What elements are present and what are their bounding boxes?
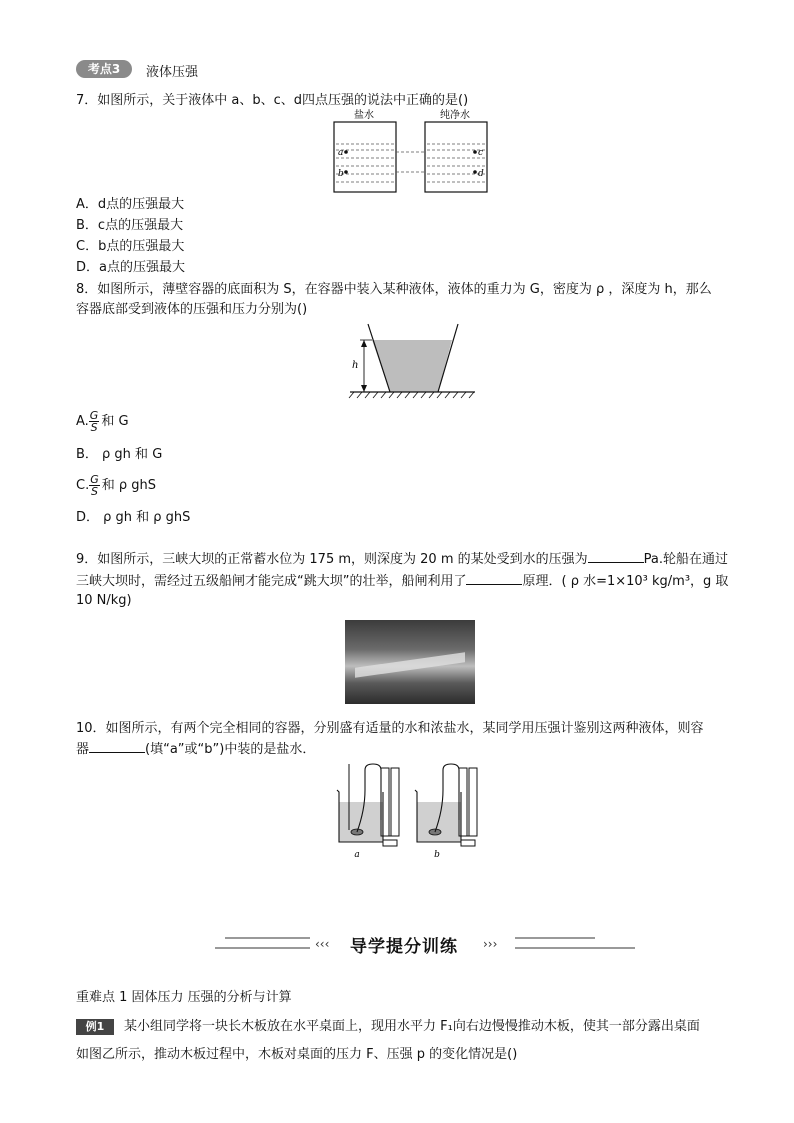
q8-stem-line1: 8．如图所示，薄壁容器的底面积为 S，在容器中装入某种液体，液体的重力为 G，密度为 ρ ，深度为 h，那么 [76,282,712,297]
q8-option-a-rest: 和 G [101,414,129,429]
key-point-title: 重难点 1 固体压力 压强的分析与计算 [76,990,292,1005]
point-c: c [478,148,484,158]
point-b: b [338,169,344,179]
example-tag: 例1 [76,1019,114,1035]
example1-line2: 如图乙所示，推动木板过程中，木板对桌面的压力 F、压强 p 的变化情况是() [76,1047,518,1062]
q10-line2-text: 器 [76,742,90,757]
q9-blank-pressure [588,550,644,563]
q8-option-c [76,474,156,497]
q9-line2-end: 原理．( ρ 水=1×10³ kg/m³，g 取 [522,574,729,589]
q7-figure [330,106,490,198]
point-d: d [478,169,484,179]
point-a: a [338,148,344,158]
q9-line1 [76,550,728,569]
q10-line2-end: (填“a”或“b”)中装的是盐水． [145,742,316,757]
q8-option-d: D． ρ gh 和 ρ ghS [76,510,191,525]
q8-option-c-rest: 和 ρ ghS [101,478,157,493]
q9-blank-principle [466,572,522,585]
svg-text:›››: ››› [483,937,498,951]
q8-option-a-fraction [89,410,100,433]
q7-option-c: C．b点的压强最大 [76,239,185,254]
depth-label: h [352,360,359,371]
q8-option-c-prefix: C. [76,478,90,493]
q8-figure [340,320,480,402]
beaker-a-label: a [354,850,360,860]
q7-stem: 7．如图所示，关于液体中 a、b、c、d四点压强的说法中正确的是() [76,93,469,108]
q10-blank [89,740,145,753]
q8-option-b: B． ρ gh 和 G [76,447,163,462]
q7-option-b: B．c点的压强最大 [76,218,184,233]
q9-line3: 10 N/kg) [76,593,132,608]
q7-option-d: D．a点的压强最大 [76,260,185,275]
q7-option-a: A．d点的压强最大 [76,197,185,212]
q10-figure [335,760,490,860]
fig-label-saltwater: 盐水 [354,110,374,121]
fraction-denominator: S [90,421,98,434]
fraction-denominator: S [90,485,98,498]
banner-title: 导学提分训练 [350,937,458,957]
q8-stem-line2: 容器底部受到液体的压强和压力分别为() [76,302,308,317]
q10-line2 [76,740,315,759]
q9-line2 [76,572,728,591]
fraction-numerator: G [89,409,99,422]
section-title: 液体压强 [146,65,199,80]
q8-option-a [76,410,129,433]
q9-line2-text: 三峡大坝时，需经过五级船闸才能完成“跳大坝”的壮举，船闸利用了 [76,574,467,589]
svg-text:‹‹‹: ‹‹‹ [315,937,330,951]
example1-line1: 某小组同学将一块长木板放在水平桌面上，现用水平力 F₁向右边慢慢推动木板，使其一部分露出桌面 [124,1019,700,1034]
q8-option-a-prefix: A. [76,414,89,429]
fig-label-purewater: 纯净水 [440,110,470,121]
three-gorges-dam-photo [345,620,475,704]
q9-line1-end: Pa.轮船在通过 [643,552,728,567]
fraction-numerator: G [90,473,99,486]
beaker-b-label: b [434,850,440,860]
q9-line1-text: 9．如图所示，三峡大坝的正常蓄水位为 175 m，则深度为 20 m 的某处受到水的压强为 [76,552,588,567]
section-badge: 考点3 [76,60,132,78]
q8-option-c-fraction [89,474,100,497]
q10-line1: 10．如图所示，有两个完全相同的容器，分别盛有适量的水和浓盐水，某同学用压强计鉴别这两种液体，则容 [76,721,704,736]
